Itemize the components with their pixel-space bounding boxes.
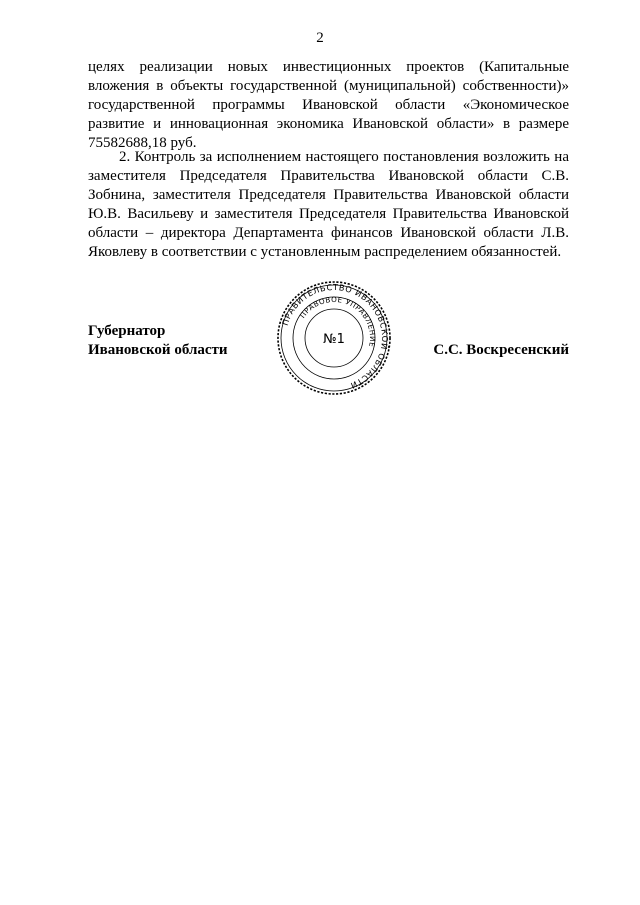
paragraph-continuation: целях реализации новых инвестиционных проектов (Капитальные вложения в объекты государственной (муниципальной) собственности)» государственной программы Ивановской области «Экономическое развитие и инновационная экономика Ивановской области» в размере 75582688,18 руб. xyxy=(88,59,569,151)
official-seal xyxy=(276,280,392,396)
paragraph-control-clause: 2. Контроль за исполнением настоящего постановления возложить на заместителя Председателя Правительства Ивановской области С.В. Зобнина, заместителя Председателя Правительства Ивановской области Ю.В. Васильеву и заместителя Председателя Правительства Ивановской области – директора Департамента финансов Ивановской области Л.В. Яковлеву в соответствии с установленным распределением обязанностей. xyxy=(88,149,569,260)
seal-inner-text: ПРАВОВОЕ УПРАВЛЕНИЕ xyxy=(297,294,378,349)
signatory-title xyxy=(88,322,228,360)
page-number: 2 xyxy=(316,30,324,46)
seal-outer-text: ПРАВИТЕЛЬСТВО ИВАНОВСКОЙ ОБЛАСТИ xyxy=(279,281,391,391)
signatory-title-line1: Губернатор xyxy=(88,323,166,339)
signatory-title-line2: Ивановской области xyxy=(88,342,228,358)
seal-center-text: №1 xyxy=(323,332,345,347)
signatory-name: С.С. Воскресенский xyxy=(433,342,569,358)
